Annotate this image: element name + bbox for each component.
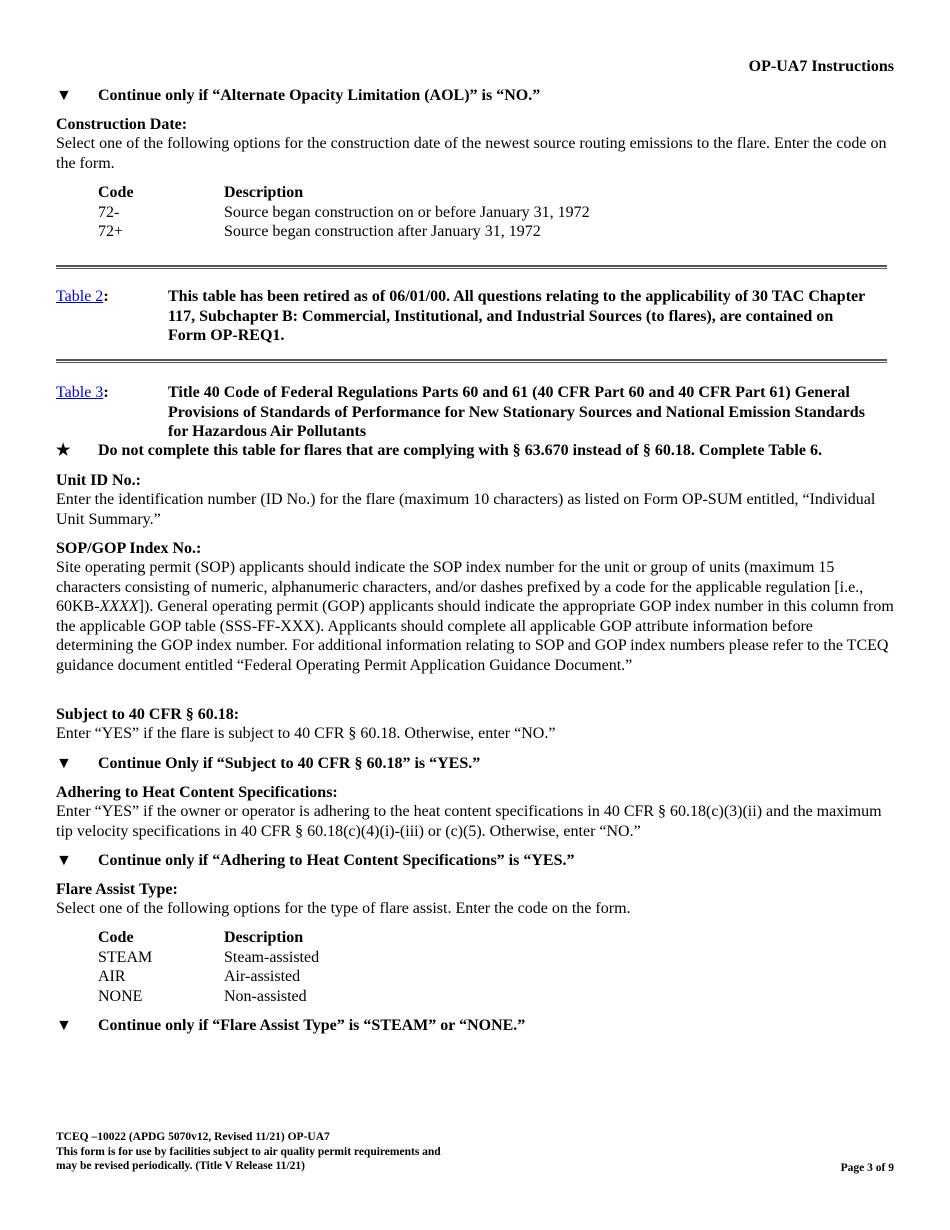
table2-link[interactable]: Table 2 bbox=[56, 288, 104, 305]
construction-date-text: Select one of the following options for the construction date of the newest source routing emissions to the flare. Enter the code on the form. bbox=[56, 135, 887, 172]
description-cell: Air-assisted bbox=[224, 968, 301, 985]
heat-content-heading: Adhering to Heat Content Specifications: bbox=[56, 784, 338, 801]
flare-assist-text: Select one of the following options for the type of flare assist. Enter the code on the form. bbox=[56, 900, 631, 917]
down-triangle-icon: ▼ bbox=[56, 87, 72, 104]
unit-id-text: Enter the identification number (ID No.) for the flare (maximum 10 characters) as listed on Form OP-SUM entitled, “Individual Unit Summary.” bbox=[56, 491, 876, 528]
star-icon: ★ bbox=[56, 442, 71, 459]
condition-text: Continue Only if “Subject to 40 CFR § 60.18” is “YES.” bbox=[98, 755, 481, 772]
description-column-header: Description bbox=[224, 184, 304, 201]
code-cell: STEAM bbox=[98, 948, 153, 966]
table2-colon: : bbox=[103, 288, 109, 305]
subject-6018-heading: Subject to 40 CFR § 60.18: bbox=[56, 706, 240, 723]
condition-text: Continue only if “Adhering to Heat Content Specifications” is “YES.” bbox=[98, 852, 575, 869]
construction-date-heading: Construction Date: bbox=[56, 116, 188, 133]
sop-gop-text-italic: XXXX bbox=[99, 598, 139, 615]
code-cell: NONE bbox=[98, 987, 143, 1005]
star-note-text: Do not complete this table for flares that are complying with § 63.670 instead of § 60.18. Complete Table 6. bbox=[98, 442, 822, 459]
code-column-header: Code bbox=[98, 184, 134, 201]
sop-gop-text-part: ]). General operating permit (GOP) applicants should indicate the appropriate GOP index number in this column from the applicable GOP table (SSS-FF-XXX). Applicants should complete all applicable GOP attribute information before determining the GOP index number. For additional information relating to SOP and GOP index numbers please refer to the TCEQ guidance document entitled “Federal Operating Permit Application Guidance Document.” bbox=[56, 598, 894, 674]
description-cell: Source began construction after January 31, 1972 bbox=[224, 223, 541, 240]
section-divider bbox=[56, 265, 887, 269]
page-number: Page 3 of 9 bbox=[840, 1162, 894, 1174]
description-cell: Steam-assisted bbox=[224, 948, 320, 966]
down-triangle-icon: ▼ bbox=[56, 755, 72, 772]
heat-content-text: Enter “YES” if the owner or operator is adhering to the heat content specifications in 40 CFR § 60.18(c)(3)(ii) and the maximum tip velocity specifications in 40 CFR § 60.18(c)(4)(i)-(iii) or (c)(5). Otherwise, enter “NO.” bbox=[56, 803, 882, 840]
subject-6018-text: Enter “YES” if the flare is subject to 40 CFR § 60.18. Otherwise, enter “NO.” bbox=[56, 725, 556, 742]
sop-gop-text bbox=[56, 558, 894, 675]
flare-assist-heading: Flare Assist Type: bbox=[56, 881, 178, 898]
footer-usage-note: This form is for use by facilities subject to air quality permit requirements and bbox=[56, 1145, 441, 1158]
code-cell: 72+ bbox=[98, 223, 124, 240]
table2-description: This table has been retired as of 06/01/00. All questions relating to the applicability of 30 TAC Chapter 117, Subchapter B: Commercial, Institutional, and Industrial Sources (to flares), are contained on Form OP-REQ1. bbox=[168, 288, 865, 344]
sop-gop-text-part: Site operating permit (SOP) applicants should indicate the SOP index number for the unit or group of units (maximum 15 characters consisting of numeric, alphanumeric characters, and/or dashes prefixed by a code for the applicable regulation [i.e., 60KB- bbox=[56, 559, 864, 615]
table3-colon: : bbox=[103, 384, 109, 401]
code-cell: 72- bbox=[98, 203, 120, 221]
section-divider bbox=[56, 359, 887, 363]
code-column-header: Code bbox=[98, 929, 134, 946]
description-column-header: Description bbox=[224, 929, 304, 946]
table3-label bbox=[56, 383, 109, 403]
footer bbox=[56, 1130, 441, 1174]
down-triangle-icon: ▼ bbox=[56, 852, 72, 869]
code-cell: AIR bbox=[98, 968, 126, 985]
document-title: OP-UA7 Instructions bbox=[748, 58, 894, 75]
table3-description: Title 40 Code of Federal Regulations Parts 60 and 61 (40 CFR Part 60 and 40 CFR Part 61) General Provisions of Standards of Performance for New Stationary Sources and National Emission Standards for Hazardous Air Pollutants bbox=[168, 384, 865, 440]
description-cell: Non-assisted bbox=[224, 987, 307, 1005]
condition-text: Continue only if “Alternate Opacity Limitation (AOL)” is “NO.” bbox=[98, 87, 541, 104]
footer-release-note: may be revised periodically. (Title V Release 11/21) bbox=[56, 1160, 305, 1172]
table2-label bbox=[56, 287, 109, 307]
sop-gop-heading: SOP/GOP Index No.: bbox=[56, 540, 202, 557]
unit-id-heading: Unit ID No.: bbox=[56, 472, 141, 489]
condition-text: Continue only if “Flare Assist Type” is “STEAM” or “NONE.” bbox=[98, 1017, 526, 1034]
footer-form-id: TCEQ –10022 (APDG 5070v12, Revised 11/21) OP-UA7 bbox=[56, 1131, 330, 1143]
table3-link[interactable]: Table 3 bbox=[56, 384, 104, 401]
description-cell: Source began construction on or before January 31, 1972 bbox=[224, 203, 590, 221]
down-triangle-icon: ▼ bbox=[56, 1017, 72, 1034]
